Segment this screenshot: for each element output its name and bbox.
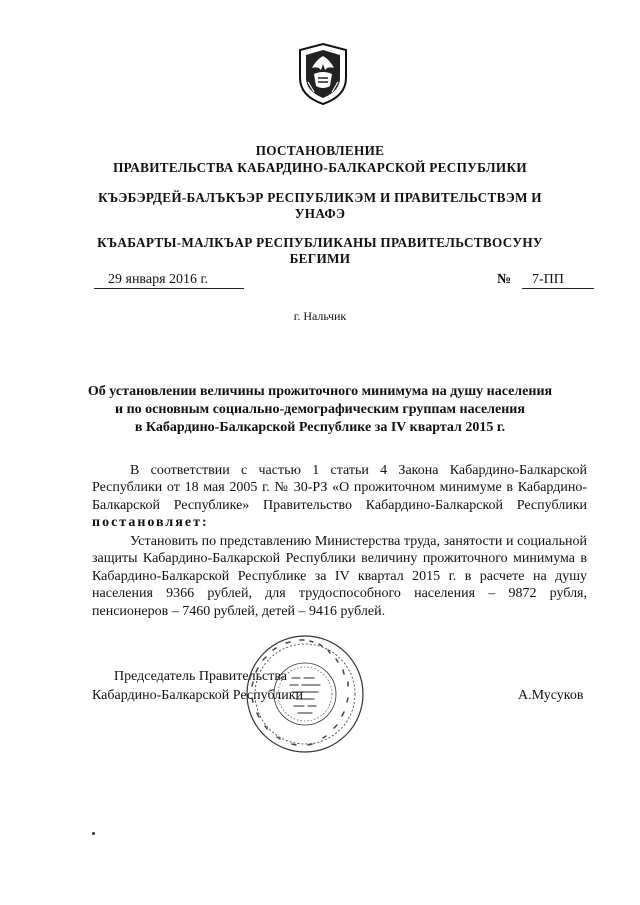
preamble-paragraph: [92, 462, 587, 532]
document-date: 29 января 2016 г.: [94, 271, 244, 289]
balkar-heading-line2: БЕГИМИ: [289, 251, 351, 266]
doc-type-heading: ПОСТАНОВЛЕНИЕ: [255, 143, 385, 158]
document-number: 7-ПП: [522, 271, 594, 289]
title-line2: и по основным социально-демографическим группам населения: [115, 402, 525, 417]
kabardian-heading-line1: КЪЭБЭРДЕЙ-БАЛЪКЪЭР РЕСПУБЛИКЭМ И ПРАВИТЕЛЬСТВЭМ И: [98, 190, 542, 205]
signatory-position-line2: Кабардино-Балкарской Республики: [92, 688, 303, 703]
title-line1: Об установлении величины прожиточного минимума на душу населения: [87, 384, 553, 399]
page-mark: [92, 832, 95, 835]
kabardian-heading-line2: УНАФЭ: [294, 206, 346, 221]
balkar-heading-line1: КЪАБАРТЫ-МАЛКЪАР РЕСПУБЛИКАНЫ ПРАВИТЕЛЬСТВОСУНУ: [97, 235, 543, 250]
preamble-text: В соответствии с частью 1 статьи 4 Закона Кабардино-Балкарской Республики от 18 мая 2005 г. № 30-РЗ «О прожиточном минимуме в Кабардино-Балкарской Республике» Правительство Кабардино-Балкарской Республики: [92, 463, 587, 513]
government-name-heading: ПРАВИТЕЛЬСТВА КАБАРДИНО-БАЛКАРСКОЙ РЕСПУБЛИКИ: [113, 160, 527, 175]
coat-of-arms-icon: [294, 42, 352, 106]
city: г. Нальчик: [293, 309, 347, 323]
title-line3: в Кабардино-Балкарской Республике за IV квартал 2015 г.: [134, 420, 506, 435]
resolves-keyword: постановляет:: [92, 515, 209, 531]
resolution-paragraph: Установить по представлению Министерства труда, занятости и социальной защиты Кабардино-Балкарской Республики величину прожиточного минимума в Кабардино-Балкарской Республике за IV квартал 2015 г. в расчете на душу населения 9366 рублей, для трудоспособного населения – 9872 рубля, пенсионеров – 7460 рублей, детей – 9416 рублей.: [92, 534, 587, 619]
signatory-name: А.Мусуков: [518, 688, 584, 703]
signatory-position-line1: Председатель Правительства: [114, 669, 287, 684]
number-label: №: [497, 272, 512, 287]
